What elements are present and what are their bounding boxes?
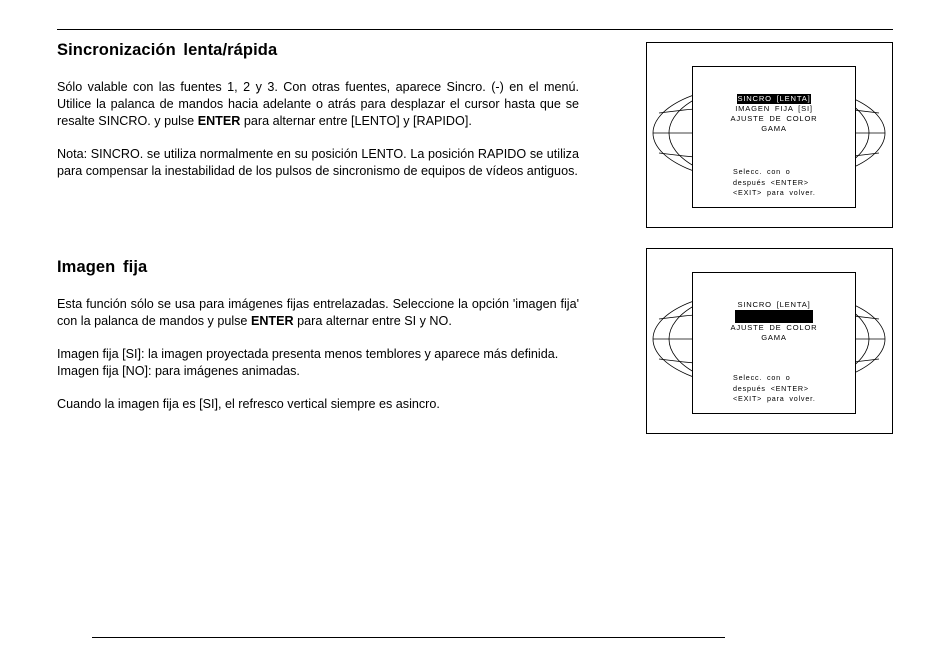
section-title-sincronizacion: Sincronización lenta/rápida: [57, 41, 278, 59]
paragraph-imagen-refresh: Cuando la imagen fija es [SI], el refresco vertical siempre es asincro.: [57, 397, 440, 411]
enter-key-label: ENTER: [250, 314, 294, 328]
text-span: Esta función sólo se usa para imágenes fijas entrelazadas. Seleccione la opción 'imagen fija' con la palanca de mandos y pulse: [57, 297, 579, 328]
section-sincronizacion: [57, 40, 579, 196]
section-imagen-fija: [57, 257, 579, 429]
paragraph-sincro-note: Nota: SINCRO. se utiliza normalmente en su posición LENTO. La posición RAPIDO se utiliza para compensar la inestabilidad de los pulsos de sincronismo de equipos de vídeos antiguos.: [57, 147, 579, 178]
help-line: <EXIT> para volver.: [733, 394, 816, 403]
paragraph-imagen-usage: [57, 296, 579, 330]
osd-menu-window: [692, 66, 856, 208]
menu-item-imagen-fija[interactable]: IMAGEN FIJA [SI]: [735, 104, 813, 113]
osd-menu-window: [692, 272, 856, 414]
osd-menu: [693, 300, 855, 343]
section-title-imagen-fija: Imagen fija: [57, 258, 148, 276]
bottom-rule: [92, 637, 725, 638]
osd-menu: [693, 94, 855, 134]
text-span: para alternar entre SI y NO.: [293, 314, 452, 328]
top-rule: [57, 29, 893, 30]
osd-figure-sincro: [646, 42, 893, 228]
text-span: para alternar entre [LENTO] y [RAPIDO].: [240, 114, 472, 128]
text-line: Imagen fija [SI]: la imagen proyectada presenta menos temblores y aparece más definida.: [57, 347, 559, 361]
help-line: después <ENTER>: [733, 177, 809, 187]
paragraph-imagen-options: [57, 346, 579, 380]
osd-figure-imagen-fija: [646, 248, 893, 434]
text-line: Imagen fija [NO]: para imágenes animadas.: [57, 364, 300, 378]
paragraph-sincro-usage: [57, 79, 579, 130]
osd-help: [733, 373, 816, 405]
menu-item-ajuste-color[interactable]: AJUSTE DE COLOR: [730, 323, 818, 332]
text-span: Sólo valable con las fuentes 1, 2 y 3. Con otras fuentes, aparece Sincro. (-) en el menú. Utilice la palanca de mandos hacia adelante o atrás para desplazar el cursor hasta que se resalte SINCRO. y pulse: [57, 80, 579, 128]
help-line: <EXIT> para volver.: [733, 188, 816, 197]
menu-item-sincro[interactable]: SINCRO [LENTA]: [737, 300, 811, 309]
help-line: Selecc. con o: [733, 167, 791, 176]
menu-item-ajuste-color[interactable]: AJUSTE DE COLOR: [730, 114, 818, 123]
menu-item-gama[interactable]: GAMA: [761, 124, 787, 133]
help-line: Selecc. con o: [733, 373, 791, 382]
menu-item-imagen-fija-selected[interactable]: [735, 310, 813, 323]
osd-help: [733, 167, 816, 199]
help-line: después <ENTER>: [733, 383, 809, 393]
enter-key-label: ENTER: [197, 114, 241, 128]
menu-item-sincro-selected[interactable]: SINCRO [LENTA]: [737, 94, 811, 103]
menu-item-gama[interactable]: GAMA: [761, 333, 787, 342]
